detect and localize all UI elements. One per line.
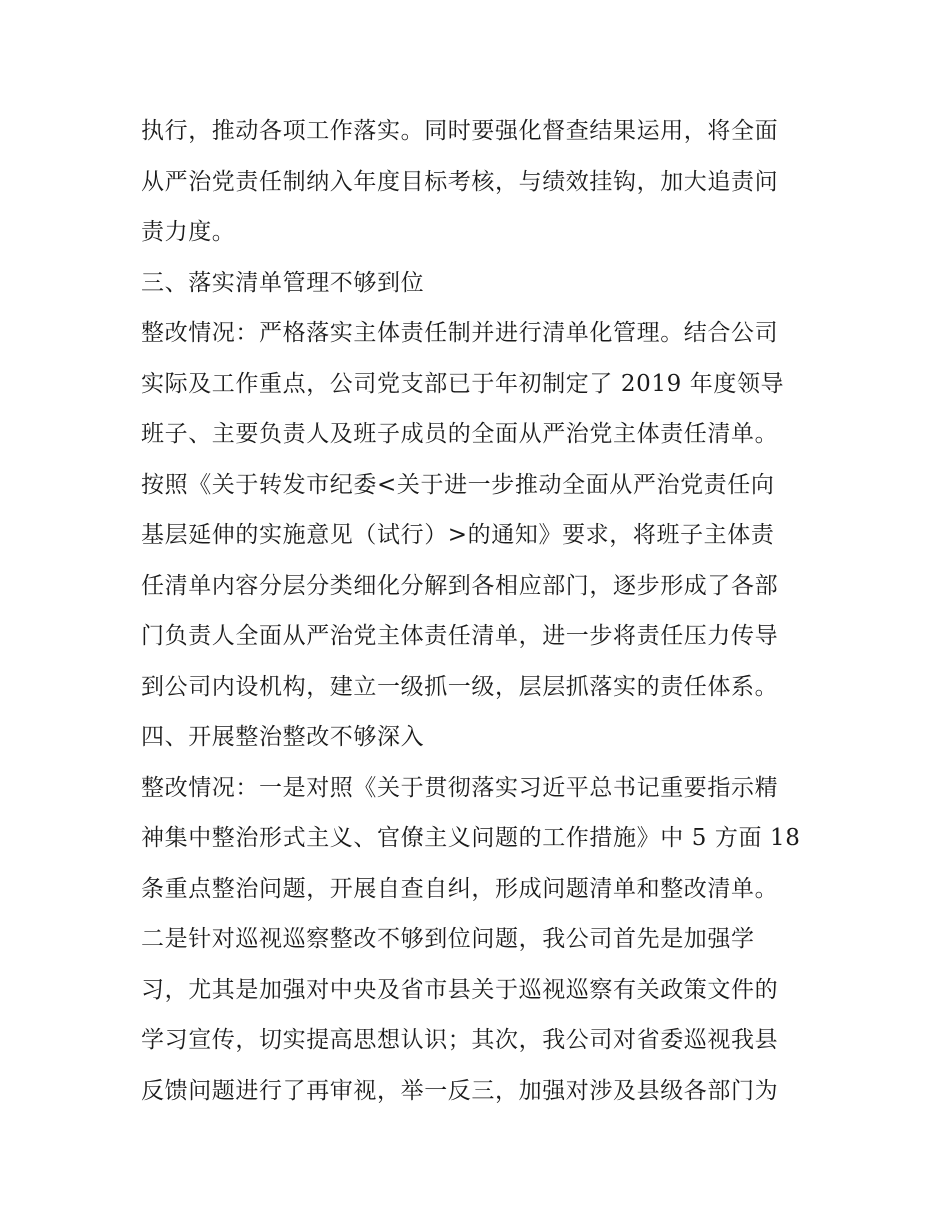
text-line-6: 实际及工作重点，公司党支部已于年初制定了 2019 年度领导 xyxy=(141,370,785,397)
text-line-9: 基层延伸的实施意见（试行）>的通知》要求，将班子主体责 xyxy=(141,522,775,548)
section-heading-3: 三、落实清单管理不够到位 xyxy=(141,269,425,296)
text-line-15: 神集中整治形式主义、官僚主义问题的工作措施》中 5 方面 18 xyxy=(141,825,801,851)
text-line-2: 从严治党责任制纳入年度目标考核，与绩效挂钩，加大追责问 xyxy=(141,168,779,195)
text-line-14: 整改情况：一是对照《关于贯彻落实习近平总书记重要指示精 xyxy=(141,774,779,801)
section-heading-4: 四、开展整治整改不够深入 xyxy=(141,724,425,750)
text-line-19: 学习宣传，切实提高思想认识；其次，我公司对省委巡视我县 xyxy=(141,1027,779,1053)
document-body xyxy=(141,106,813,1116)
text-line-20: 反馈问题进行了再审视，举一反三，加强对涉及县级各部门为 xyxy=(141,1077,779,1104)
text-line-8: 按照《关于转发市纪委<关于进一步推动全面从严治党责任向 xyxy=(141,471,775,498)
text-line-3: 责力度。 xyxy=(141,219,236,245)
text-line-16: 条重点整治问题，开展自查自纠，形成问题清单和整改清单。 xyxy=(141,875,779,902)
text-line-12: 到公司内设机构，建立一级抓一级，层层抓落实的责任体系。 xyxy=(141,673,779,700)
text-line-17: 二是针对巡视巡察整改不够到位问题，我公司首先是加强学 xyxy=(141,926,755,952)
text-line-7: 班子、主要负责人及班子成员的全面从严治党主体责任清单。 xyxy=(141,421,779,447)
text-line-10: 任清单内容分层分类细化分解到各相应部门，逐步形成了各部 xyxy=(141,572,779,599)
text-line-11: 门负责人全面从严治党主体责任清单，进一步将责任压力传导 xyxy=(141,623,779,649)
text-line-5: 整改情况：严格落实主体责任制并进行清单化管理。结合公司 xyxy=(141,320,779,346)
text-line-1: 执行，推动各项工作落实。同时要强化督查结果运用，将全面 xyxy=(141,118,779,144)
text-line-18: 习，尤其是加强对中央及省市县关于巡视巡察有关政策文件的 xyxy=(141,976,779,1003)
